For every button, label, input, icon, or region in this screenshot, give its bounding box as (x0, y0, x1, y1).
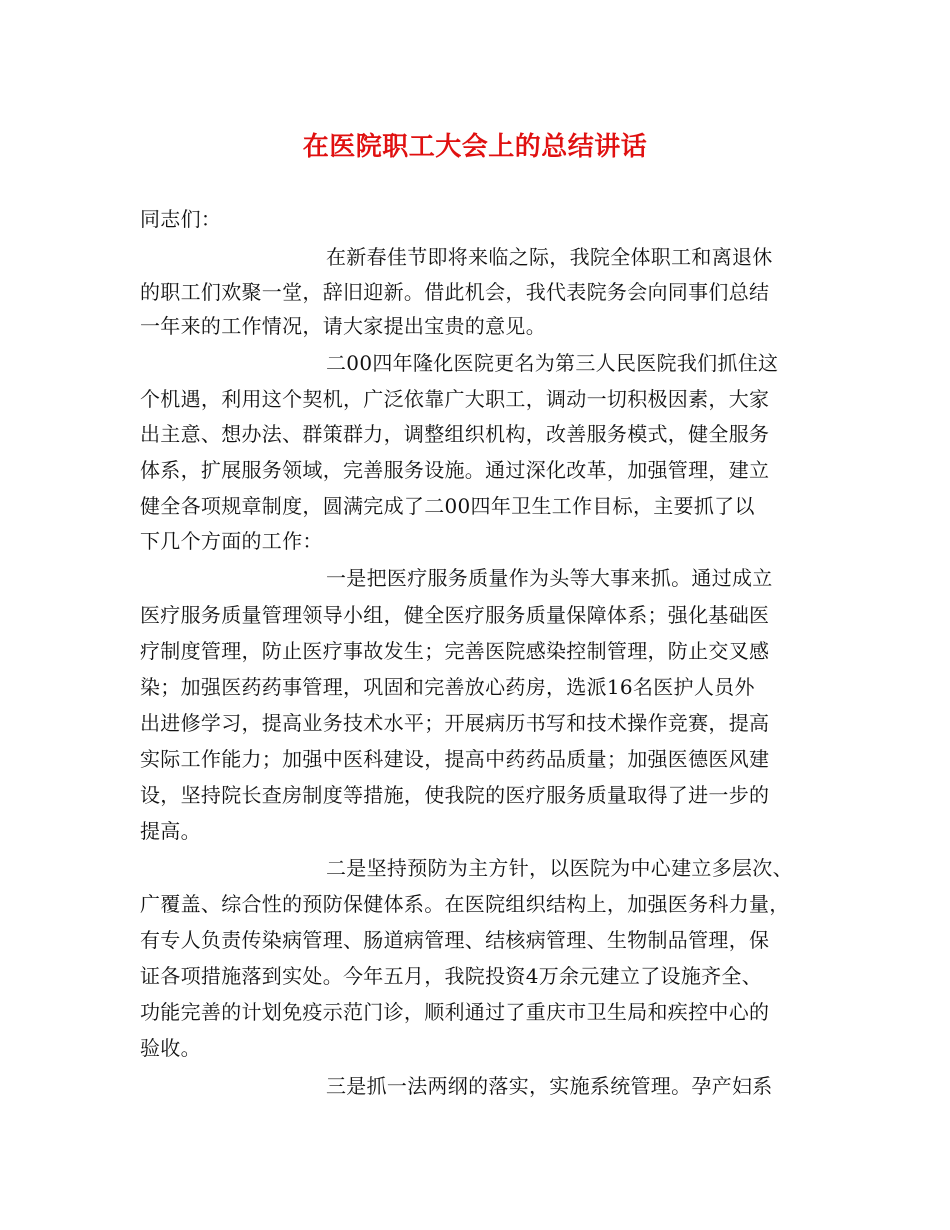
salutation: 同志们： (140, 207, 222, 231)
text-line: 一年来的工作情况，请大家提出宝贵的意见。 (140, 314, 546, 338)
text-line: 健全各项规章制度，圆满完成了二00四年卫生工作目标，主要抓了以 (140, 494, 755, 518)
text-line: 出进修学习，提高业务技术水平；开展病历书写和技术操作竞赛，提高 (140, 711, 770, 735)
text-line: 二00四年隆化医院更名为第三人民医院我们抓住这 (326, 351, 779, 375)
text-line: 设，坚持院长查房制度等措施，使我院的医疗服务质量取得了进一步的 (140, 783, 770, 807)
text-line: 提高。 (140, 819, 201, 843)
text-line: 医疗服务质量管理领导小组，健全医疗服务质量保障体系；强化基础医 (140, 603, 770, 627)
text-line: 个机遇，利用这个契机，广泛依靠广大职工，调动一切积极因素，大家 (140, 387, 770, 411)
text-line: 一是把医疗服务质量作为头等大事来抓。通过成立 (326, 566, 773, 590)
text-line: 实际工作能力；加强中医科建设，提高中药药品质量；加强医德医风建 (140, 747, 770, 771)
text-line: 功能完善的计划免疫示范门诊，顺利通过了重庆市卫生局和疾控中心的 (140, 1000, 770, 1024)
text-line: 出主意、想办法、群策群力，调整组织机构，改善服务模式，健全服务 (140, 422, 770, 446)
text-line: 广覆盖、综合性的预防保健体系。在医院组织结构上，加强医务科力量， (140, 892, 790, 916)
text-line: 证各项措施落到实处。今年五月，我院投资4万余元建立了设施齐全、 (140, 964, 763, 988)
text-line: 验收。 (140, 1036, 201, 1060)
text-line: 体系，扩展服务领域，完善服务设施。通过深化改革，加强管理，建立 (140, 458, 770, 482)
text-line: 下几个方面的工作： (140, 529, 323, 553)
text-line: 三是抓一法两纲的落实，实施系统管理。孕产妇系 (326, 1074, 773, 1098)
document-title: 在医院职工大会上的总结讲话 (302, 132, 648, 162)
text-line: 在新春佳节即将来临之际，我院全体职工和离退休 (326, 245, 773, 269)
text-line: 有专人负责传染病管理、肠道病管理、结核病管理、生物制品管理，保 (140, 928, 770, 952)
text-line: 疗制度管理，防止医疗事故发生；完善医院感染控制管理，防止交叉感 (140, 639, 770, 663)
text-line: 染；加强医药药事管理，巩固和完善放心药房，选派16名医护人员外 (140, 675, 755, 699)
text-line: 二是坚持预防为主方针，以医院为中心建立多层次、 (326, 856, 793, 880)
text-line: 的职工们欢聚一堂，辞旧迎新。借此机会，我代表院务会向同事们总结 (140, 280, 770, 304)
